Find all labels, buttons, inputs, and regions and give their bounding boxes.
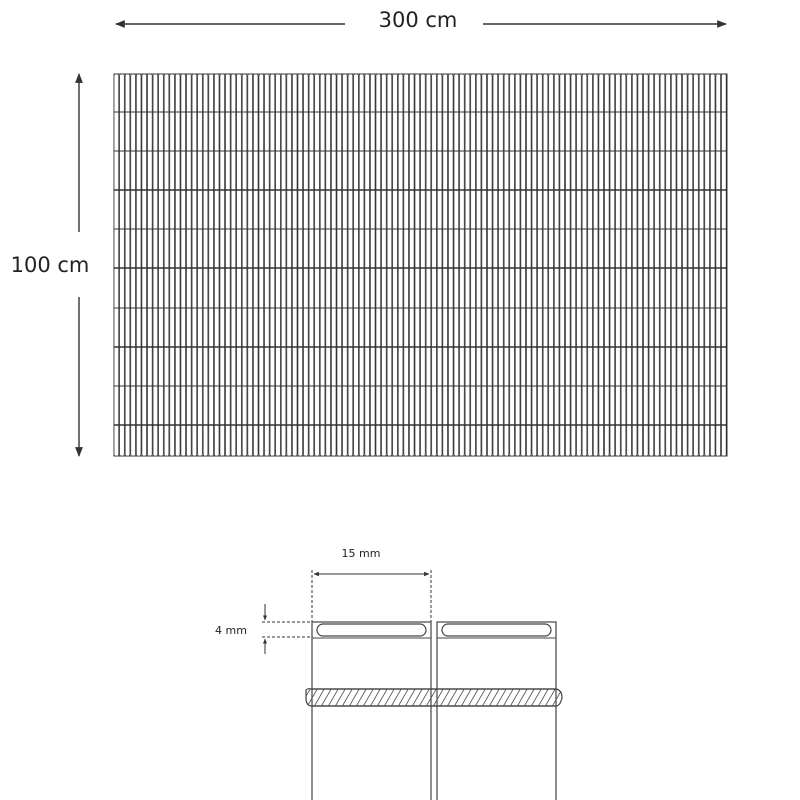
binding-wire xyxy=(306,689,562,706)
fence-slat xyxy=(560,74,565,456)
fence-slat xyxy=(716,74,721,456)
fence-slat xyxy=(638,74,643,456)
fence-slat xyxy=(225,74,230,456)
fence-slat xyxy=(610,74,615,456)
fence-slat xyxy=(359,74,364,456)
fence-slat xyxy=(532,74,537,456)
fence-slat xyxy=(136,74,141,456)
fence-slat xyxy=(287,74,292,456)
fence-slat xyxy=(437,74,442,456)
fence-slat xyxy=(292,74,297,456)
fence-slat xyxy=(253,74,258,456)
fence-slat xyxy=(376,74,381,456)
fence-slat xyxy=(538,74,543,456)
fence-slat xyxy=(571,74,576,456)
fence-slat xyxy=(214,74,219,456)
fence-slat xyxy=(476,74,481,456)
fence-slat xyxy=(721,74,726,456)
fence-slat xyxy=(682,74,687,456)
fence-slat xyxy=(666,74,671,456)
width-label: 300 cm xyxy=(378,8,458,32)
fence-slat xyxy=(181,74,186,456)
fence-slat xyxy=(237,74,242,456)
fence-slat xyxy=(348,74,353,456)
fence-slat xyxy=(365,74,370,456)
fence-slat xyxy=(454,74,459,456)
fence-slat xyxy=(259,74,264,456)
fence-slat xyxy=(242,74,247,456)
fence-slat xyxy=(526,74,531,456)
fence-slat xyxy=(504,74,509,456)
height-label: 100 cm xyxy=(10,253,90,277)
fence-slat xyxy=(114,74,119,456)
fence-slat xyxy=(276,74,281,456)
fence-slat xyxy=(710,74,715,456)
fence-slat xyxy=(593,74,598,456)
fence-slat xyxy=(198,74,203,456)
fence-slat xyxy=(577,74,582,456)
fence-slat xyxy=(432,74,437,456)
fence-slat xyxy=(303,74,308,456)
fence-slat xyxy=(443,74,448,456)
fence-slat xyxy=(627,74,632,456)
width-dimension xyxy=(116,8,726,32)
fence-slat xyxy=(231,74,236,456)
fence-slat xyxy=(326,74,331,456)
fence-slat xyxy=(515,74,520,456)
fence-slat xyxy=(342,74,347,456)
fence-slat xyxy=(705,74,710,456)
fence-slat xyxy=(465,74,470,456)
height-dimension xyxy=(11,74,90,456)
fence-slat xyxy=(203,74,208,456)
fence-slat xyxy=(549,74,554,456)
fence-slat xyxy=(426,74,431,456)
fence-slat xyxy=(142,74,147,456)
fence-slat xyxy=(688,74,693,456)
fence-slat xyxy=(270,74,275,456)
fence-slat xyxy=(153,74,158,456)
fence-slat xyxy=(248,74,253,456)
fence-slat xyxy=(354,74,359,456)
fence-slat xyxy=(565,74,570,456)
detail-width-label: 15 mm xyxy=(341,547,381,560)
fence-slat xyxy=(543,74,548,456)
fence-slat xyxy=(521,74,526,456)
fence-slat xyxy=(125,74,130,456)
fence-slat xyxy=(175,74,180,456)
fence-slat xyxy=(421,74,426,456)
slat-left xyxy=(312,622,431,800)
fence-slat xyxy=(320,74,325,456)
fence-slat xyxy=(120,74,125,456)
fence-slat xyxy=(677,74,682,456)
fence-slat xyxy=(209,74,214,456)
fence-slat xyxy=(264,74,269,456)
fence-slat xyxy=(398,74,403,456)
fence-slat xyxy=(409,74,414,456)
fence-slat xyxy=(649,74,654,456)
fence-slat xyxy=(621,74,626,456)
fence-slat xyxy=(487,74,492,456)
fence-slat xyxy=(337,74,342,456)
fence-slat xyxy=(510,74,515,456)
fence-slat xyxy=(632,74,637,456)
fence-slat xyxy=(170,74,175,456)
fence-slat xyxy=(387,74,392,456)
fence-slat xyxy=(554,74,559,456)
slat-detail xyxy=(215,547,562,800)
fence-slat xyxy=(159,74,164,456)
fence-slat xyxy=(331,74,336,456)
fence-slat xyxy=(493,74,498,456)
fence-slat xyxy=(415,74,420,456)
fence-slat xyxy=(499,74,504,456)
fence-slat xyxy=(604,74,609,456)
slat-right xyxy=(437,622,556,800)
fence-slat xyxy=(147,74,152,456)
fence-slat xyxy=(588,74,593,456)
fence-slat xyxy=(309,74,314,456)
fence-slat xyxy=(582,74,587,456)
fence-slat xyxy=(655,74,660,456)
fence-slat xyxy=(671,74,676,456)
fence-slat xyxy=(660,74,665,456)
fence-slat xyxy=(599,74,604,456)
fence-slat xyxy=(482,74,487,456)
fence-slat xyxy=(460,74,465,456)
fence-slat xyxy=(315,74,320,456)
detail-thickness-label: 4 mm xyxy=(215,624,247,637)
fence-slat xyxy=(370,74,375,456)
fence-slat xyxy=(131,74,136,456)
fence-slat xyxy=(164,74,169,456)
fence-slat xyxy=(281,74,286,456)
fence-slat xyxy=(186,74,191,456)
fence-slat xyxy=(298,74,303,456)
fence-slat xyxy=(404,74,409,456)
fence-slat xyxy=(393,74,398,456)
fence-slat xyxy=(381,74,386,456)
fence-slat xyxy=(192,74,197,456)
fence-slat xyxy=(448,74,453,456)
fence-slat xyxy=(616,74,621,456)
fence-slat xyxy=(694,74,699,456)
fence-slat xyxy=(643,74,648,456)
fence-slat xyxy=(220,74,225,456)
fence-slat xyxy=(699,74,704,456)
fence-panel xyxy=(114,74,727,456)
fence-slat xyxy=(471,74,476,456)
